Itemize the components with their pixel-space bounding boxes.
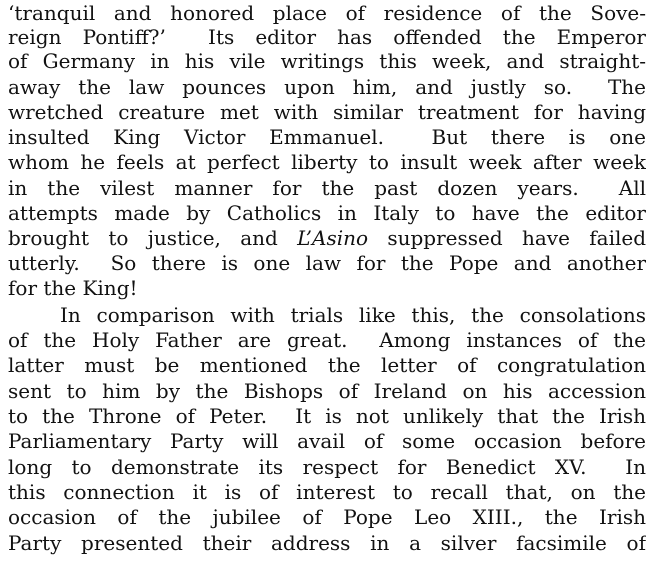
text-line: insulted King Victor Emmanuel. But there is one <box>8 125 646 149</box>
text-line: occasion of the jubilee of Pope Leo XIII., the Irish <box>8 505 646 529</box>
publication-title: L’Asino <box>297 226 369 250</box>
text-line: of the Holy Father are great. Among instances of the <box>8 328 646 352</box>
document-page <box>8 0 646 568</box>
paragraph-end-line: for the King! <box>8 276 138 300</box>
text-line: of Germany in his vile writings this week, and straight- <box>8 49 646 73</box>
text-line: Parliamentary Party will avail of some occasion before <box>8 429 646 453</box>
text-line: utterly. So there is one law for the Pope and another <box>8 251 646 275</box>
text-line: away the law pounces upon him, and justly so. The <box>8 75 646 99</box>
text-segment: brought to justice, and <box>8 226 298 250</box>
text-line: attempts made by Catholics in Italy to have the editor <box>8 201 646 225</box>
text-line: reign Pontiff?’ Its editor has offended the Emperor <box>8 25 646 49</box>
text-line: ‘tranquil and honored place of residence of the Sove- <box>8 1 646 25</box>
text-line: to the Throne of Peter. It is not unlikely that the Irish <box>8 404 646 428</box>
text-line: long to demonstrate its respect for Benedict XV. In <box>8 455 646 479</box>
text-line: wretched creature met with similar treatment for having <box>8 100 646 124</box>
text-line: latter must be mentioned the letter of congratulation <box>8 353 646 377</box>
text-line: whom he feels at perfect liberty to insult week after week <box>8 150 646 174</box>
text-line: this connection it is of interest to recall that, on the <box>8 480 646 504</box>
text-line: in the vilest manner for the past dozen years. All <box>8 176 646 200</box>
paragraph-first-line: In comparison with trials like this, the consolations <box>60 303 646 327</box>
text-segment: suppressed have failed <box>368 226 646 250</box>
text-line: sent to him by the Bishops of Ireland on his accession <box>8 379 646 403</box>
text-line: Party presented their address in a silver facsimile of <box>8 531 646 555</box>
text-line-with-italic <box>8 225 646 251</box>
